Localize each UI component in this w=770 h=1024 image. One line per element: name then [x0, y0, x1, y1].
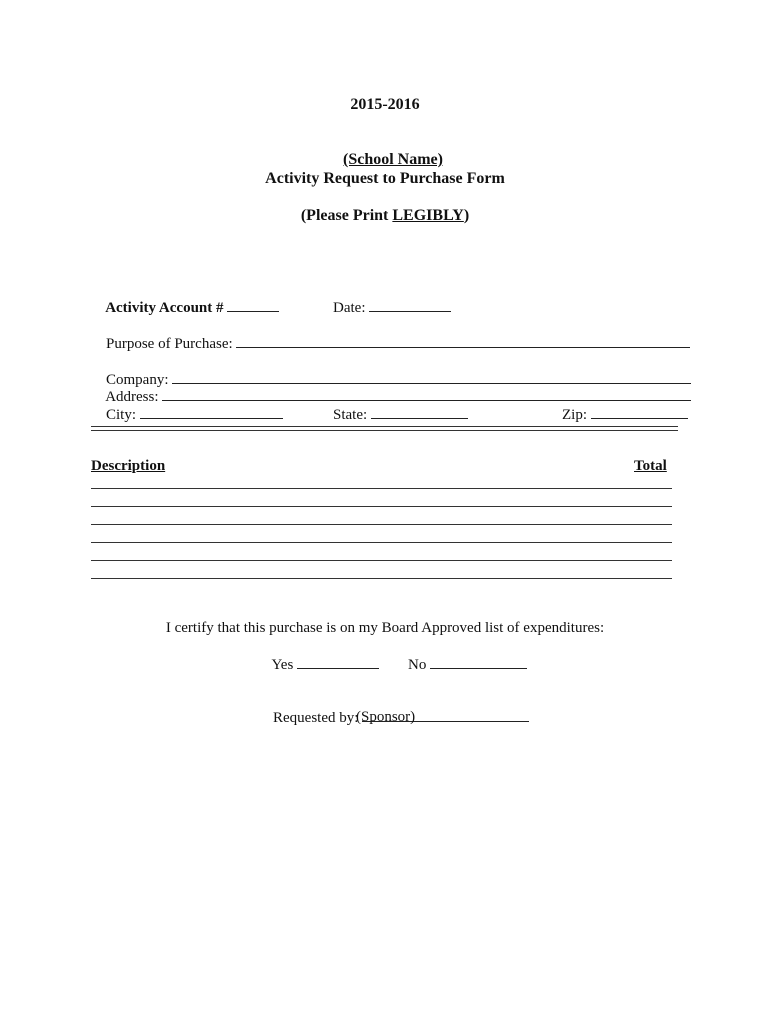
activity-account-field[interactable]: [227, 297, 279, 312]
sponsor-label: (Sponsor): [356, 709, 416, 725]
school-name-text: (School Name): [343, 151, 443, 168]
date-field[interactable]: [369, 297, 451, 312]
city-field[interactable]: [140, 404, 283, 419]
city-label: City:: [106, 407, 137, 423]
print-instruction-prefix: (Please Print: [300, 207, 393, 224]
print-instruction-suffix: ): [463, 207, 470, 224]
school-year: 2015-2016: [350, 96, 420, 113]
double-line-separator: [91, 426, 678, 434]
state-label: State:: [333, 407, 368, 423]
company-label: Company:: [106, 372, 169, 388]
item-line[interactable]: [91, 506, 672, 507]
date-label: Date:: [333, 300, 366, 316]
purpose-label: Purpose of Purchase:: [106, 336, 233, 352]
item-line[interactable]: [91, 488, 672, 489]
item-line[interactable]: [91, 578, 672, 579]
zip-label: Zip:: [562, 407, 587, 423]
item-line[interactable]: [91, 542, 672, 543]
address-label: Address:: [105, 389, 159, 405]
activity-account-label: Activity Account #: [105, 300, 224, 316]
item-line[interactable]: [91, 524, 672, 525]
purpose-field[interactable]: [236, 333, 690, 348]
certify-no-label: No: [408, 657, 427, 673]
zip-field[interactable]: [591, 404, 688, 419]
certify-yes-label: Yes: [271, 657, 294, 673]
total-header: Total: [634, 458, 667, 474]
state-field[interactable]: [371, 404, 468, 419]
certify-yes-row: [257, 636, 379, 692]
certify-no-row: [393, 636, 527, 692]
certify-no-field[interactable]: [430, 654, 527, 669]
print-instruction-emphasis: LEGIBLY: [392, 207, 464, 224]
form-title: Activity Request to Purchase Form: [265, 170, 505, 187]
description-header: Description: [91, 458, 166, 474]
certify-yes-field[interactable]: [297, 654, 379, 669]
requested-by-label: Requested by:: [273, 710, 359, 726]
print-instruction: [0, 207, 770, 225]
item-line[interactable]: [91, 560, 672, 561]
certify-statement: I certify that this purchase is on my Board Approved list of expenditures:: [165, 620, 605, 636]
